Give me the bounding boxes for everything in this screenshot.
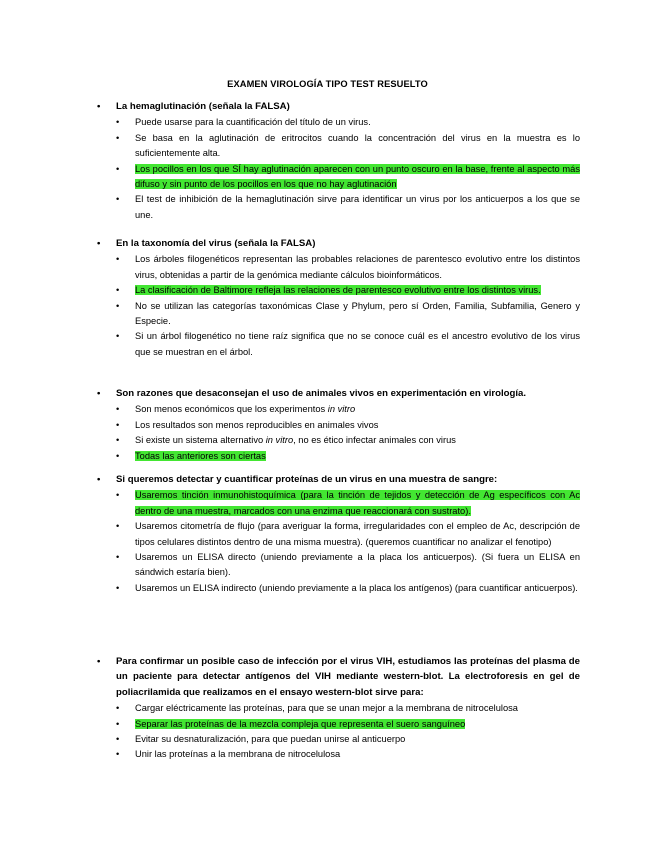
answer-highlight: Todas las anteriores son ciertas	[135, 450, 266, 461]
question-5	[97, 654, 580, 763]
bullet-icon: •	[116, 254, 120, 265]
option-item: • Usaremos citometría de flujo (para averiguar la forma, irregularidades con el empleo de Ac, descripción de tipos celulares distintos dentro de una misma muestra). (queremos cuantificar no analizar el fenotipo)	[116, 521, 580, 547]
bullet-icon: •	[97, 238, 101, 249]
bullet-icon: •	[97, 101, 101, 112]
option-list	[97, 488, 580, 596]
option-item: • Son menos económicos que los experimentos in vitro	[97, 402, 580, 417]
option-item: • Cargar eléctricamente las proteínas, para que se unan mejor a la membrana de nitrocelulosa	[97, 701, 580, 716]
option-item-correct	[97, 449, 580, 464]
option-list	[97, 252, 580, 360]
option-item-correct	[97, 488, 580, 519]
bullet-icon: •	[116, 490, 120, 501]
question-text: • Si queremos detectar y cuantificar proteínas de un virus en una muestra de sangre:	[97, 472, 580, 487]
option-item-correct	[97, 162, 580, 193]
option-list	[97, 115, 580, 223]
bullet-icon: •	[116, 552, 120, 563]
bullet-icon: •	[116, 163, 120, 174]
bullet-icon: •	[116, 749, 120, 760]
option-item: • Si existe un sistema alternativo in vitro, no es ético infectar animales con virus	[97, 433, 580, 448]
bullet-icon: •	[116, 331, 120, 342]
answer-highlight: Los pocillos en los que SÍ hay aglutinación aparecen con un punto oscuro en la base, frente al aspecto más difuso y sin punto de los pocillos en los que no hay aglutinación	[135, 163, 580, 190]
bullet-icon: •	[97, 388, 101, 399]
option-item: • Unir las proteínas a la membrana de nitrocelulosa	[97, 747, 580, 762]
answer-highlight: La clasificación de Baltimore refleja las relaciones de parentesco evolutivo entre los distintos virus.	[135, 285, 541, 296]
bullet-icon: •	[116, 300, 120, 311]
page-title: EXAMEN VIROLOGÍA TIPO TEST RESUELTO	[227, 79, 428, 89]
option-item: • Los árboles filogenéticos representan las probables relaciones de parentesco evolutivo entre los distintos virus, obtenidas a partir de la genómica mediante cálculos bioinformáticos.	[116, 254, 580, 280]
bullet-icon: •	[116, 734, 120, 745]
option-item: • Usaremos un ELISA directo (uniendo previamente a la placa los anticuerpos). (Si fuera un ELISA en sándwich estaría bien).	[116, 552, 580, 578]
answer-highlight: Separar las proteínas de la mezcla compleja que representa el suero sanguíneo	[135, 718, 466, 729]
bullet-icon: •	[116, 194, 120, 205]
bullet-icon: •	[116, 703, 120, 714]
question-text: • La hemaglutinación (señala la FALSA)	[97, 99, 580, 114]
bullet-icon: •	[97, 656, 101, 667]
option-item: • Usaremos un ELISA indirecto (uniendo previamente a la placa los antígenos) (para cuantificar anticuerpos).	[97, 581, 580, 596]
bullet-icon: •	[116, 435, 120, 446]
option-item: • El test de inhibición de la hemaglutinación sirve para identificar un virus por los anticuerpos a los que se une.	[116, 194, 580, 220]
question-text: • En la taxonomía del virus (señala la FALSA)	[97, 236, 580, 251]
option-item: • Evitar su desnaturalización, para que puedan unirse al anticuerpo	[97, 732, 580, 747]
option-item: • Los resultados son menos reproducibles en animales vivos	[97, 418, 580, 433]
option-list	[97, 402, 580, 464]
bullet-icon: •	[116, 419, 120, 430]
option-item: • Puede usarse para la cuantificación del título de un virus.	[97, 115, 580, 130]
option-item: • No se utilizan las categorías taxonómicas Clase y Phylum, pero sí Orden, Familia, Subfamilia, Genero y Especie.	[116, 300, 580, 327]
option-item: • Si un árbol filogenético no tiene raíz significa que no se conoce cuál es el ancestro evolutivo de los virus que se muestran en el árbol.	[116, 331, 580, 357]
bullet-icon: •	[116, 521, 120, 532]
question-text: • Son razones que desaconsejan el uso de animales vivos en experimentación en virología.	[97, 386, 580, 401]
bullet-icon: •	[116, 450, 120, 461]
question-4	[97, 472, 580, 596]
bullet-icon: •	[116, 285, 120, 296]
question-3	[97, 386, 580, 464]
bullet-icon: •	[116, 718, 120, 729]
option-list	[97, 701, 580, 763]
bullet-icon: •	[116, 117, 120, 128]
bullet-icon: •	[116, 404, 120, 415]
bullet-icon: •	[97, 474, 101, 485]
bullet-icon: •	[116, 132, 120, 143]
question-2	[97, 236, 580, 360]
question-1	[97, 99, 580, 223]
option-item-correct	[97, 283, 580, 298]
answer-highlight: Usaremos tinción inmunohistoquímica (para la tinción de tejidos y detección de Ag específicos con Ac dentro de una muestra, marcados con una enzima que reaccionará con sustrato).	[135, 490, 580, 516]
bullet-icon: •	[116, 582, 120, 593]
question-text: • Para confirmar un posible caso de infección por el virus VIH, estudiamos las proteínas del plasma de un paciente para detectar antígenos del VIH mediante western-blot. La electroforesis en gel de poliacrilamida que realizamos en el ensayo western-blot sirve para:	[97, 656, 580, 698]
option-item: • Se basa en la aglutinación de eritrocitos cuando la concentración del virus en la muestra es lo suficientemente alta.	[116, 132, 580, 159]
option-item-correct	[97, 717, 580, 732]
